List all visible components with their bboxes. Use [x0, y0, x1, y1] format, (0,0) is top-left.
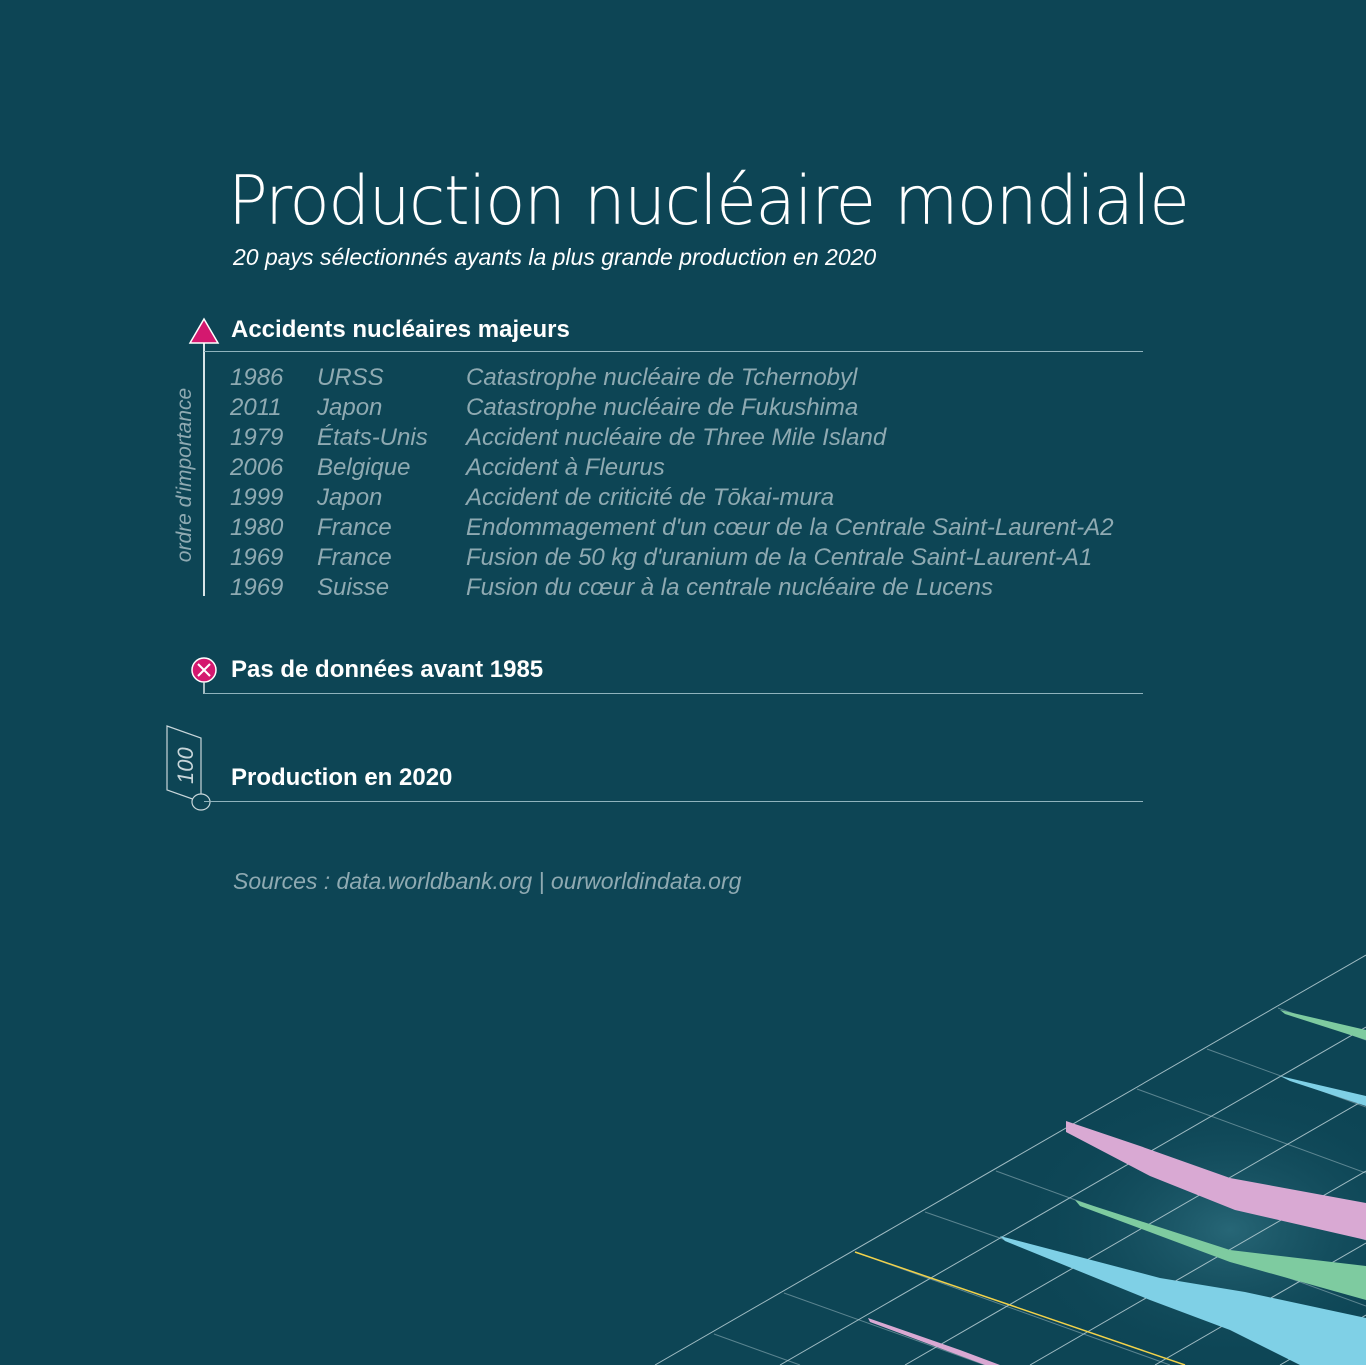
- accident-event: Fusion de 50 kg d'uranium de la Centrale Saint-Laurent-A1: [466, 544, 1093, 571]
- accident-event: Catastrophe nucléaire de Tchernobyl: [466, 364, 858, 391]
- accident-year: 1979: [230, 424, 284, 451]
- page-title: Production nucléaire mondiale: [228, 162, 1189, 241]
- no-data-heading: Pas de données avant 1985: [231, 656, 544, 683]
- accident-country: France: [317, 514, 392, 541]
- accident-year: 1980: [230, 514, 284, 541]
- accident-country: Japon: [317, 484, 383, 511]
- accident-year: 2011: [230, 394, 282, 421]
- accident-event: Catastrophe nucléaire de Fukushima: [466, 394, 859, 421]
- ribbon-pink-lower: [868, 1318, 1000, 1365]
- ribbon-green-upper: [1280, 1010, 1366, 1040]
- accident-country: France: [317, 544, 392, 571]
- accident-event: Accident à Fleurus: [466, 454, 665, 481]
- accident-country: URSS: [317, 364, 384, 391]
- accident-country: Suisse: [317, 574, 390, 601]
- production-heading: Production en 2020: [231, 764, 453, 791]
- accident-country: États-Unis: [317, 424, 428, 451]
- production-value-label: 100: [173, 747, 198, 784]
- page-subtitle: 20 pays sélectionnés ayants la plus grande production en 2020: [233, 244, 877, 270]
- accident-event: Endommagement d'un cœur de la Centrale Saint-Laurent-A2: [466, 514, 1114, 541]
- accidents-heading: Accidents nucléaires majeurs: [231, 316, 570, 343]
- accident-year: 2006: [230, 454, 284, 481]
- accident-year: 1986: [230, 364, 284, 391]
- accident-event: Accident nucléaire de Three Mile Island: [466, 424, 887, 451]
- accident-country: Belgique: [317, 454, 411, 481]
- sources-note: Sources : data.worldbank.org | ourworldindata.org: [233, 868, 742, 894]
- accident-year: 1999: [230, 484, 284, 511]
- accident-country: Japon: [317, 394, 383, 421]
- accident-year: 1969: [230, 544, 284, 571]
- importance-axis-label: ordre d'importance: [173, 387, 196, 563]
- accident-event: Accident de criticité de Tōkai-mura: [466, 484, 835, 511]
- accident-event: Fusion du cœur à la centrale nucléaire de Lucens: [466, 574, 993, 601]
- accident-year: 1969: [230, 574, 284, 601]
